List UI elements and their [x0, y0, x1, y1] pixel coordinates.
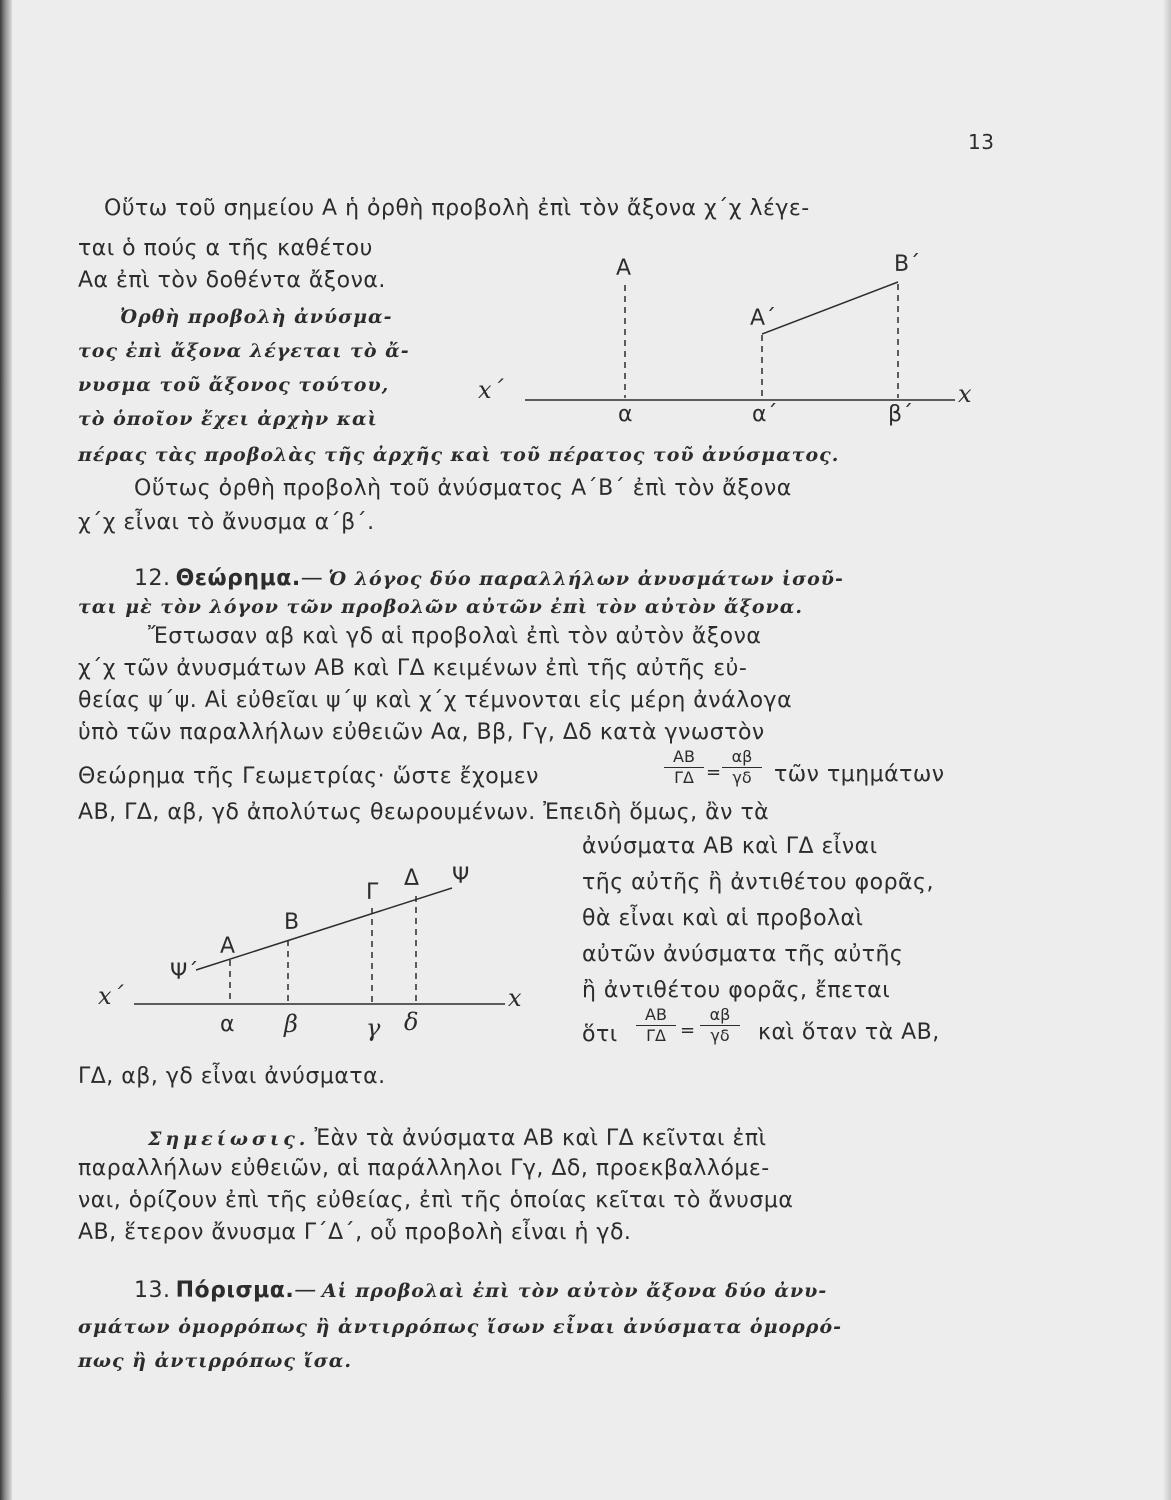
theorem-statement-1: Ὁ λόγος δύο παραλλήλων ἀνυσμάτων ἰσοῦ-	[328, 568, 844, 590]
frac-den-gd: γδ	[710, 1026, 730, 1045]
remark-line-4: ΑΒ, ἕτερον ἄνυσμα Γ΄Δ΄, οὗ προβολὴ εἶναι ἡ γδ.	[78, 1220, 632, 1245]
proof-line-5a: Θεώρημα τῆς Γεωμετρίας· ὥστε ἔχομεν	[78, 764, 539, 789]
fig1-label-x: x	[958, 380, 972, 408]
fig1-label-A: Α	[616, 256, 632, 281]
fig1-label-a-prime: α΄	[752, 402, 778, 427]
corollary-number: 13.	[134, 1278, 171, 1303]
fig2-label-a: α	[220, 1012, 235, 1037]
proof-line-13: ΓΔ, αβ, γδ εἶναι ἀνύσματα.	[78, 1064, 386, 1089]
proof-line-4: ὑπὸ τῶν παραλλήλων εὐθειῶν Αα, Ββ, Γγ, Δδ κατὰ γνωστὸν	[78, 720, 765, 745]
conclusion-line-1: Οὕτως ὀρθὴ προβολὴ τοῦ ἀνύσματος Α΄Β΄ ἐπὶ τὸν ἄξονα	[134, 476, 792, 501]
theorem-statement-2: ται μὲ τὸν λόγον τῶν προβολῶν αὐτῶν ἐπὶ τὸν αὐτὸν ἄξονα.	[78, 596, 803, 618]
fig2-label-x-prime: x΄	[98, 982, 124, 1010]
intro-line-3: Αα ἐπὶ τὸν δοθέντα ἄξονα.	[78, 268, 386, 293]
proof-line-12a: ὅτι	[582, 1022, 618, 1047]
frac-den-GD: ΓΔ	[646, 1026, 666, 1045]
definition-line-2: τος ἐπὶ ἄξονα λέγεται τὸ ἄ-	[78, 340, 410, 362]
intro-line-1: Οὕτω τοῦ σημείου Α ἡ ὀρθὴ προβολὴ ἐπὶ τὸν ἄξονα χ΄χ λέγε-	[104, 196, 810, 221]
proof-line-1: Ἔστωσαν αβ καὶ γδ αἱ προβολαὶ ἐπὶ τὸν αὐτὸν ἄξονα	[148, 624, 762, 649]
frac-equals: =	[706, 762, 722, 783]
proof-line-11: ἢ ἀντιθέτου φορᾶς, ἔπεται	[582, 978, 891, 1003]
remark-line-2: παραλλήλων εὐθειῶν, αἱ παράλληλοι Γγ, Δδ, προεκβαλλόμε-	[78, 1156, 770, 1181]
fig2-label-b: β	[284, 1010, 298, 1038]
fig1-label-A-prime: Α΄	[750, 306, 777, 331]
frac-num-AB: ΑΒ	[673, 747, 695, 766]
theorem-number: 12.	[134, 566, 171, 591]
proof-line-7: ἀνύσματα ΑΒ καὶ ΓΔ εἶναι	[582, 834, 878, 859]
fig1-label-x-prime: x΄	[478, 376, 504, 404]
remark-text-1: Ἐὰν τὰ ἀνύσματα ΑΒ καὶ ΓΔ κεῖνται ἐπὶ	[314, 1126, 767, 1151]
proof-line-10: αὐτῶν ἀνύσματα τῆς αὐτῆς	[582, 942, 904, 967]
conclusion-line-2: χ΄χ εἶναι τὸ ἄνυσμα α΄β΄.	[78, 510, 375, 535]
proof-line-8: τῆς αὐτῆς ἢ ἀντιθέτου φορᾶς,	[582, 870, 934, 895]
proof-line-3: θείας ψ΄ψ. Αἱ εὐθεῖαι ψ΄ψ καὶ χ΄χ τέμνονται εἰς μέρη ἀνάλογα	[78, 688, 793, 713]
corollary-title: Πόρισμα.	[175, 1278, 295, 1303]
fig2-label-A: Α	[220, 934, 236, 959]
theorem-title: Θεώρημα.	[175, 566, 301, 591]
frac-num-ab: αβ	[731, 747, 753, 766]
frac-equals-2: =	[680, 1020, 696, 1041]
proof-line-6: ΑΒ, ΓΔ, αβ, γδ ἀπολύτως θεωρουμένων. Ἐπειδὴ ὅμως, ἂν τὰ	[78, 800, 770, 825]
corollary-line-1: Αἱ προβολαὶ ἐπὶ τὸν αὐτὸν ἄξονα δύο ἀνυ-	[321, 1280, 828, 1302]
definition-line-3: νυσμα τοῦ ἄξονος τούτου,	[78, 374, 390, 396]
fig1-label-B-prime: Β΄	[894, 252, 921, 277]
proof-line-2: χ΄χ τῶν ἀνυσμάτων ΑΒ καὶ ΓΔ κειμένων ἐπὶ τῆς αὐτῆς εὐ-	[78, 656, 748, 681]
corollary-line-3: πως ἢ ἀντιρρόπως ἴσα.	[78, 1350, 352, 1372]
fig2-label-D: Δ	[404, 866, 420, 891]
remark-line-1	[148, 1126, 767, 1151]
theorem-dash: —	[300, 566, 324, 591]
frac-den-gd: γδ	[732, 768, 752, 787]
definition-line-5: πέρας τὰς προβολὰς τῆς ἀρχῆς καὶ τοῦ πέρατος τοῦ ἀνύσματος.	[78, 444, 840, 466]
frac-den-GD: ΓΔ	[674, 768, 694, 787]
fig2-label-x: x	[508, 984, 522, 1012]
fig1-label-b-prime: β΄	[888, 402, 914, 427]
corollary-dash: —	[294, 1278, 317, 1303]
definition-line-1: Ὀρθὴ προβολὴ ἀνύσμα-	[120, 306, 393, 328]
fig2-label-G: Γ	[366, 880, 379, 905]
proof-line-5b: τῶν τμημάτων	[774, 762, 945, 787]
corollary-line-2: σμάτων ὁμορρόπως ἢ ἀντιρρόπως ἴσων εἶναι ἀνύσματα ὁμορρό-	[78, 1316, 842, 1338]
intro-line-2: ται ὁ πούς α τῆς καθέτου	[78, 236, 373, 261]
remark-line-3: ναι, ὁρίζουν ἐπὶ τῆς εὐθείας, ἐπὶ τῆς ὁποίας κεῖται τὸ ἄνυσμα	[78, 1188, 794, 1213]
fig1-label-a: α	[618, 402, 633, 427]
fig2-label-B: Β	[284, 910, 300, 935]
fig2-label-psi: Ψ	[452, 864, 470, 889]
frac-num-AB: ΑΒ	[645, 1005, 667, 1024]
fig2-label-psi-prime: Ψ΄	[170, 960, 199, 985]
corollary-heading-line	[134, 1278, 827, 1303]
frac-num-ab: αβ	[709, 1005, 731, 1024]
fig2-label-g: γ	[366, 1014, 381, 1042]
proof-line-12b: καὶ ὅταν τὰ ΑΒ,	[758, 1020, 940, 1045]
definition-line-4: τὸ ὁποῖον ἔχει ἀρχὴν καὶ	[78, 408, 378, 430]
fig2-label-d: δ	[404, 1008, 419, 1036]
page-number: 13	[968, 130, 995, 154]
remark-label: Σημείωσις.	[148, 1128, 310, 1150]
proof-line-9: θὰ εἶναι καὶ αἱ προβολαὶ	[582, 906, 864, 931]
